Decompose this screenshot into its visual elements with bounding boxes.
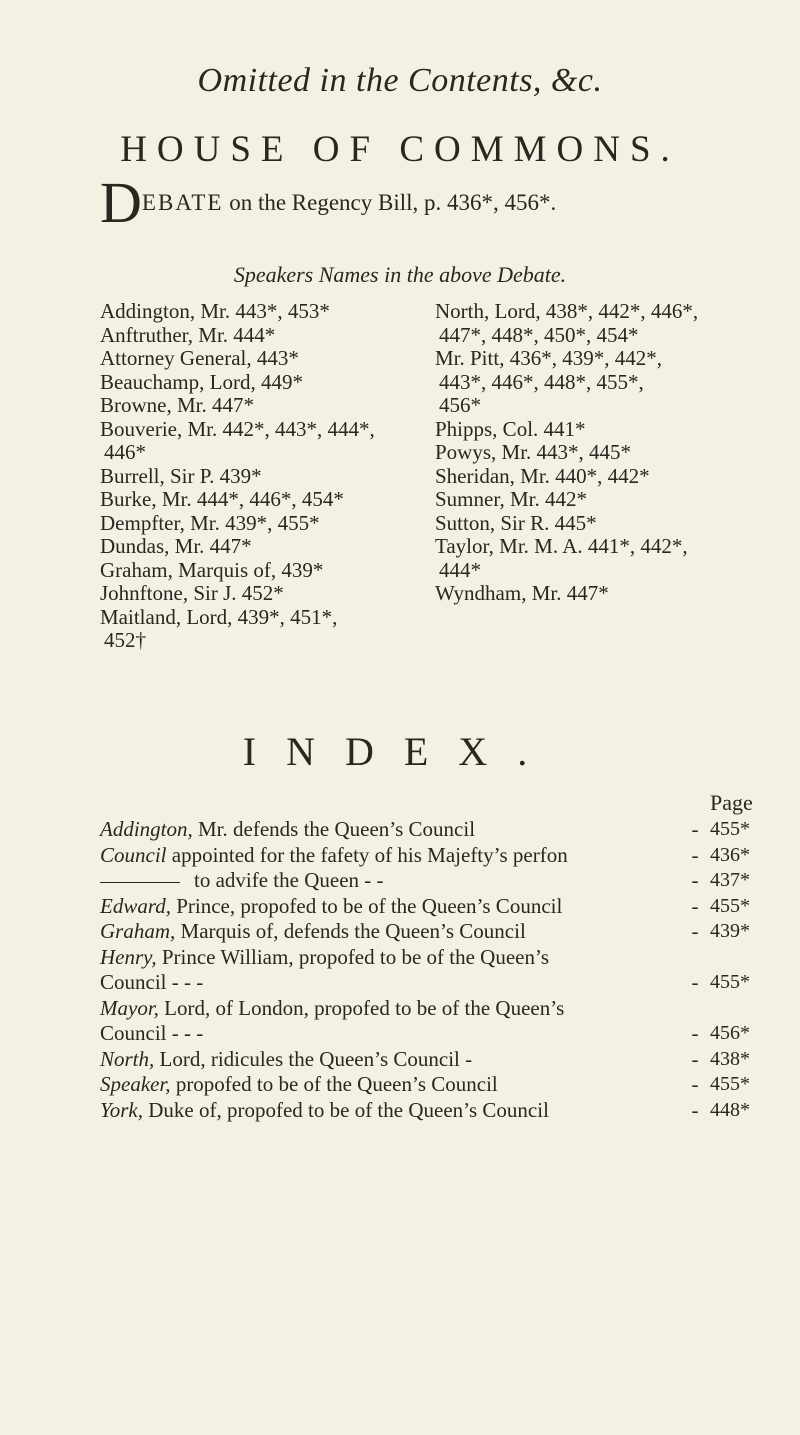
index-headword: Council	[100, 842, 167, 867]
speaker-entry	[100, 371, 435, 395]
index-page-number: 437*	[710, 869, 750, 891]
index-text: Marquis of, defends the Queen’s Council	[180, 919, 526, 943]
speaker-line-cont: 447*, 448*, 450*, 454*	[439, 322, 639, 347]
speakers-list-left	[100, 300, 435, 653]
index-dash: -	[691, 817, 699, 841]
speaker-entry	[100, 324, 435, 348]
index-page-number: 455*	[710, 1073, 750, 1095]
speaker-line: Beauchamp, Lord, 449*	[100, 369, 303, 394]
speakers-heading: Speakers Names in the above Debate.	[233, 262, 567, 287]
speaker-entry	[100, 465, 435, 489]
speaker-line-cont: 444*	[439, 557, 481, 582]
index-text: Mr. defends the Queen’s Council	[198, 817, 476, 841]
speaker-line-cont: 452†	[104, 628, 146, 652]
speaker-entry	[100, 347, 435, 371]
index-entry	[100, 919, 782, 945]
index-entry	[100, 894, 782, 920]
index-text: to advife the Queen - -	[194, 868, 384, 892]
index-headword: North,	[100, 1046, 155, 1071]
speaker-entry	[435, 347, 780, 418]
speaker-entry	[100, 418, 435, 465]
index-dash: -	[691, 1097, 699, 1122]
speaker-entry	[100, 394, 435, 418]
index-dash: -	[691, 970, 699, 994]
index-title: INDEX.	[242, 729, 558, 774]
speaker-entry	[100, 606, 435, 653]
speaker-line: Johnftone, Sir J. 452*	[100, 581, 284, 605]
debate-line	[100, 170, 557, 235]
speaker-line: Phipps, Col. 441*	[435, 416, 586, 441]
speaker-entry	[435, 512, 780, 536]
index-dash: -	[691, 868, 699, 892]
page-column-heading: Page	[710, 790, 753, 815]
debate-text: on the Regency Bill, p. 436*, 456*.	[229, 190, 557, 215]
speaker-line: Addington, Mr. 443*, 453*	[100, 299, 330, 323]
ditto-rule	[100, 882, 180, 883]
index-entry	[100, 945, 782, 996]
index-page-number: 455*	[710, 818, 750, 840]
speaker-line-cont: 446*	[104, 440, 146, 464]
speaker-line: Sheridan, Mr. 440*, 442*	[435, 463, 650, 488]
speaker-entry	[435, 300, 780, 347]
index-text: Prince William, propofed to be of the Queen’s	[161, 944, 549, 969]
speaker-entry	[100, 535, 435, 559]
index-page-number: 456*	[710, 1022, 750, 1044]
speaker-entry	[100, 488, 435, 512]
speaker-entry	[100, 559, 435, 583]
speaker-line: Taylor, Mr. M. A. 441*, 442*,	[435, 534, 688, 558]
speaker-line: Sutton, Sir R. 445*	[435, 510, 597, 535]
index-text-cont: Council - - -	[100, 970, 204, 994]
index-entry	[100, 817, 782, 843]
speaker-line: Maitland, Lord, 439*, 451*,	[100, 604, 338, 629]
speaker-line: Graham, Marquis of, 439*	[100, 557, 324, 582]
index-headword: Henry,	[100, 944, 157, 969]
speaker-line: Wyndham, Mr. 447*	[435, 581, 609, 605]
index-page-number: 455*	[710, 894, 750, 917]
index-text: Lord, of London, propofed to be of the Queen’s	[164, 995, 565, 1020]
speaker-line: Sumner, Mr. 442*	[435, 487, 587, 511]
speaker-line-cont: 443*, 446*, 448*, 455*,	[439, 369, 644, 394]
index-text: Lord, ridicules the Queen’s Council -	[159, 1046, 473, 1071]
index-page-number: 438*	[710, 1047, 750, 1070]
speaker-entry	[435, 488, 780, 512]
speaker-line: Dempfter, Mr. 439*, 455*	[100, 510, 320, 535]
index-headword: York,	[100, 1097, 143, 1122]
speaker-line: Anftruther, Mr. 444*	[100, 322, 276, 347]
index-headword: Speaker,	[100, 1072, 171, 1096]
speaker-line-cont: 456*	[439, 393, 481, 417]
index-entry	[100, 843, 782, 869]
speaker-line: Powys, Mr. 443*, 445*	[435, 440, 632, 464]
index-page-number: 448*	[710, 1098, 750, 1121]
speaker-line: Burrell, Sir P. 439*	[100, 463, 262, 488]
speaker-line: Dundas, Mr. 447*	[100, 534, 252, 558]
index-dash: -	[691, 1021, 699, 1045]
index-text: Duke of, propofed to be of the Queen’s Council	[148, 1097, 549, 1122]
speaker-entry	[100, 582, 435, 606]
speaker-entry	[435, 465, 780, 489]
section-title: HOUSE OF COMMONS.	[120, 129, 680, 170]
speaker-entry	[100, 300, 435, 324]
index-entry	[100, 1047, 782, 1073]
speakers-list-right	[435, 300, 780, 606]
page-title: Omitted in the Contents, &c.	[197, 62, 603, 99]
index-dash: -	[691, 919, 699, 943]
debate-word: EBATE	[141, 190, 224, 215]
speaker-entry	[100, 512, 435, 536]
speaker-line: Mr. Pitt, 436*, 439*, 442*,	[435, 346, 662, 370]
index-headword: Addington,	[100, 817, 193, 841]
index-page-number: 455*	[710, 971, 750, 993]
speaker-entry	[435, 582, 780, 606]
index-dash: -	[691, 893, 699, 918]
speaker-entry	[435, 441, 780, 465]
drop-cap: D	[100, 170, 142, 235]
index-text-cont: Council - - -	[100, 1021, 204, 1045]
index-headword: Mayor,	[100, 995, 159, 1020]
index-entry	[100, 1098, 782, 1124]
speaker-entry	[435, 535, 780, 582]
index-text: propofed to be of the Queen’s Council	[175, 1072, 498, 1096]
index-page-number: 436*	[710, 843, 750, 866]
index-dash: -	[691, 1072, 699, 1096]
index-page-number: 439*	[710, 920, 750, 942]
index-text: appointed for the fafety of his Majefty’s perfon	[171, 842, 568, 867]
speaker-entry	[435, 418, 780, 442]
index-entry	[100, 868, 782, 894]
index-entry	[100, 1072, 782, 1098]
index-dash: -	[691, 1046, 699, 1071]
index-text: Prince, propofed to be of the Queen’s Council	[176, 893, 563, 918]
index-dash: -	[691, 842, 699, 867]
index-headword: Graham,	[100, 919, 176, 943]
index-headword: Edward,	[100, 893, 171, 918]
speaker-line: Attorney General, 443*	[100, 346, 299, 370]
speaker-line: North, Lord, 438*, 442*, 446*,	[435, 299, 699, 323]
speaker-line: Bouverie, Mr. 442*, 443*, 444*,	[100, 416, 375, 441]
index-list	[100, 817, 782, 1123]
index-entry	[100, 996, 782, 1047]
speaker-line: Browne, Mr. 447*	[100, 393, 254, 417]
speaker-line: Burke, Mr. 444*, 446*, 454*	[100, 487, 344, 511]
